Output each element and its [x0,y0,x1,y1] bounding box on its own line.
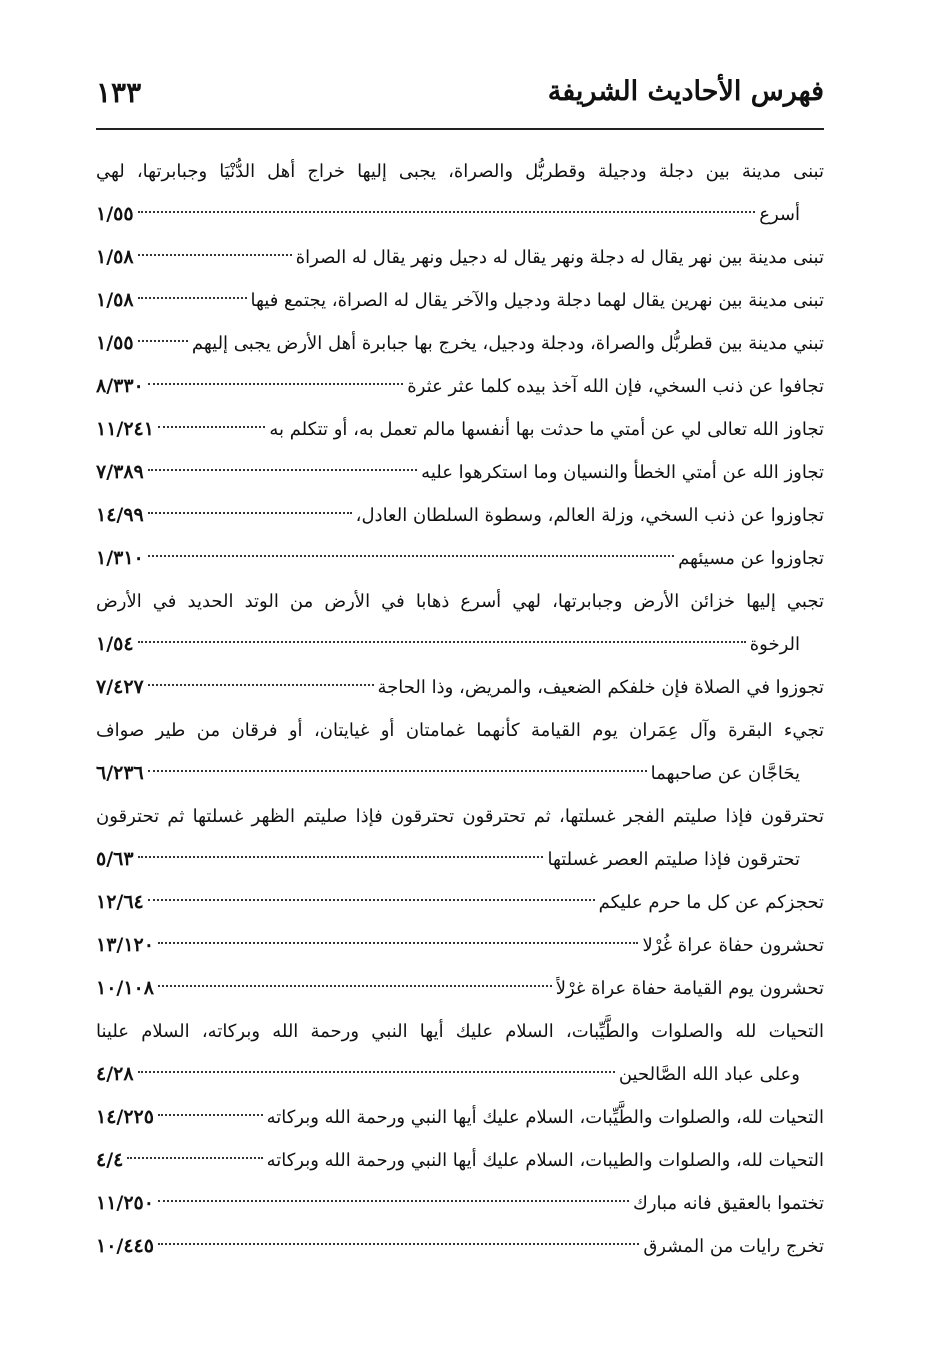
hadith-index-list [96,150,824,1268]
entry-line [96,236,824,279]
dot-leader [138,254,292,256]
entry-text: تحشرون حفاة عراة غُرْلا [642,935,824,956]
dot-leader [127,1157,262,1159]
index-entry [96,795,824,881]
page-title: فهرس الأحاديث الشريفة [547,76,824,107]
entry-reference: ١١/٢٤١ [96,418,154,440]
index-entry [96,365,824,408]
entry-line [96,494,824,537]
entry-line [96,752,824,795]
dot-leader [148,512,352,514]
entry-line [96,924,824,967]
entry-reference: ١٤/٩٩ [96,504,144,526]
dot-leader [148,899,595,901]
index-entry [96,1139,824,1182]
entry-line [96,451,824,494]
index-entry [96,537,824,580]
entry-reference: ١٣/١٢٠ [96,934,154,956]
index-entry [96,279,824,322]
dot-leader [148,555,674,557]
entry-first-line: تحترقون فإذا صليتم الفجر غسلتها، ثم تحترقون تحترقون فإذا صليتم الظهر غسلتها ثم تحترقون [96,806,824,827]
entry-text: تجاوزوا عن مسيئهم [678,548,824,569]
index-entry [96,236,824,279]
index-entry [96,580,824,666]
entry-first-line: تبنى مدينة بين دجلة ودجيلة وقطربُّل والصراة، يجبى إليها خراج أهل الدُّنْيَا وجبابرتها، لهي [96,161,824,182]
dot-leader [138,856,544,858]
index-entry [96,666,824,709]
entry-text: تبني مدينة بين قطربُّل والصراة، ودجلة ودجيل، يخرج بها جبابرة أهل الأرض يجبى إليهم [191,333,824,354]
entry-reference: ٧/٤٢٧ [96,676,144,698]
entry-reference: ٤/٤ [96,1149,124,1171]
entry-text: تبنى مدينة بين نهر يقال له دجلة ونهر يقال له دجيل ونهر يقال له الصراة [295,247,824,268]
entry-text: الرخوة [749,634,800,655]
index-entry [96,709,824,795]
entry-first-line: التحيات لله والصلوات والطَّيِّبات، السلام عليك أيها النبي ورحمة الله وبركاته، السلام علينا [96,1021,824,1042]
dot-leader [148,383,404,385]
entry-text: تجوزوا في الصلاة فإن خلفكم الضعيف، والمريض، وذا الحاجة [377,677,824,698]
dot-leader [148,684,374,686]
entry-line [96,1139,824,1182]
page-header [96,70,824,120]
header-divider [96,128,824,130]
dot-leader [158,942,638,944]
dot-leader [158,1114,263,1116]
entry-reference: ٧/٣٨٩ [96,461,144,483]
dot-leader [158,426,265,428]
entry-text: تبنى مدينة بين نهرين يقال لهما دجلة ودجيل والآخر يقال له الصراة، يجتمع فيها [250,290,824,311]
entry-reference: ١٠/١٠٨ [96,977,154,999]
index-entry [96,1182,824,1225]
dot-leader [138,1071,615,1073]
dot-leader [158,1200,629,1202]
entry-reference: ١/٣١٠ [96,547,144,569]
entry-text: أسرع [759,204,800,225]
dot-leader [138,641,746,643]
index-entry [96,150,824,236]
dot-leader [138,211,756,213]
index-entry [96,967,824,1010]
dot-leader [148,770,647,772]
entry-reference: ٦/٢٣٦ [96,762,144,784]
index-entry [96,924,824,967]
entry-first-line: تجبي إليها خزائن الأرض وجبابرتها، لهي أسرع ذهابا في الأرض من الوتد الحديد في الأرض [96,591,824,612]
entry-text: تجاوز الله عن أمتي الخطأ والنسيان وما استكرهوا عليه [421,462,824,483]
index-entry [96,881,824,924]
entry-line [96,537,824,580]
entry-first-line: تجيء البقرة وآل عِمَران يوم القيامة كأنهما غمامتان أو غيايتان، أو فرقان من طير صواف [96,720,824,741]
entry-text: تخرج رايات من المشرق [643,1236,824,1257]
index-entry [96,494,824,537]
entry-reference: ١٢/٦٤ [96,891,144,913]
page-number: ١٣٣ [96,76,142,109]
entry-line [96,322,824,365]
entry-line [96,365,824,408]
entry-text: تحجزكم عن كل ما حرم عليكم [598,892,824,913]
entry-reference: ١٠/٤٤٥ [96,1235,154,1257]
entry-text: وعلى عباد الله الصَّالحين [618,1064,800,1085]
entry-reference: ١/٥٥ [96,332,134,354]
entry-reference: ١١/٢٥٠ [96,1192,154,1214]
dot-leader [158,985,552,987]
entry-line [96,838,824,881]
entry-text: تجاوز الله تعالى لي عن أمتي ما حدثت بها أنفسها مالم تعمل به، أو تتكلم به [269,419,824,440]
entry-line [96,1096,824,1139]
entry-reference: ٤/٢٨ [96,1063,134,1085]
entry-reference: ١٤/٢٢٥ [96,1106,154,1128]
dot-leader [138,297,247,299]
entry-line [96,408,824,451]
dot-leader [158,1243,639,1245]
entry-line [96,881,824,924]
index-entry [96,322,824,365]
entry-text: التحيات لله، والصلوات والطَّيِّبات، السلام عليك أيها النبي ورحمة الله وبركاته [266,1107,824,1128]
entry-text: تحترقون فإذا صليتم العصر غسلتها [547,849,800,870]
entry-reference: ٥/٦٣ [96,848,134,870]
entry-line [96,967,824,1010]
entry-line [96,279,824,322]
entry-line [96,666,824,709]
index-entry [96,408,824,451]
index-entry [96,451,824,494]
entry-line [96,623,824,666]
entry-reference: ١/٥٥ [96,203,134,225]
index-entry [96,1225,824,1268]
entry-line [96,193,824,236]
dot-leader [138,340,188,342]
entry-line [96,1053,824,1096]
entry-text: تحشرون يوم القيامة حفاة عراة غرْلاً [555,978,824,999]
entry-reference: ٨/٣٣٠ [96,375,144,397]
dot-leader [148,469,417,471]
index-entry [96,1096,824,1139]
entry-line [96,1225,824,1268]
index-entry [96,1010,824,1096]
entry-text: التحيات لله، والصلوات والطيبات، السلام عليك أيها النبي ورحمة الله وبركاته [266,1150,824,1171]
entry-reference: ١/٥٤ [96,633,134,655]
entry-text: يحَاجَّان عن صاحبهما [650,763,800,784]
entry-text: تجاوزوا عن ذنب السخي، وزلة العالم، وسطوة السلطان العادل، [355,505,824,526]
entry-reference: ١/٥٨ [96,289,134,311]
entry-line [96,1182,824,1225]
entry-reference: ١/٥٨ [96,246,134,268]
entry-text: تختموا بالعقيق فانه مبارك [633,1193,824,1214]
entry-text: تجافوا عن ذنب السخي، فإن الله آخذ بيده كلما عثر عثرة [407,376,824,397]
